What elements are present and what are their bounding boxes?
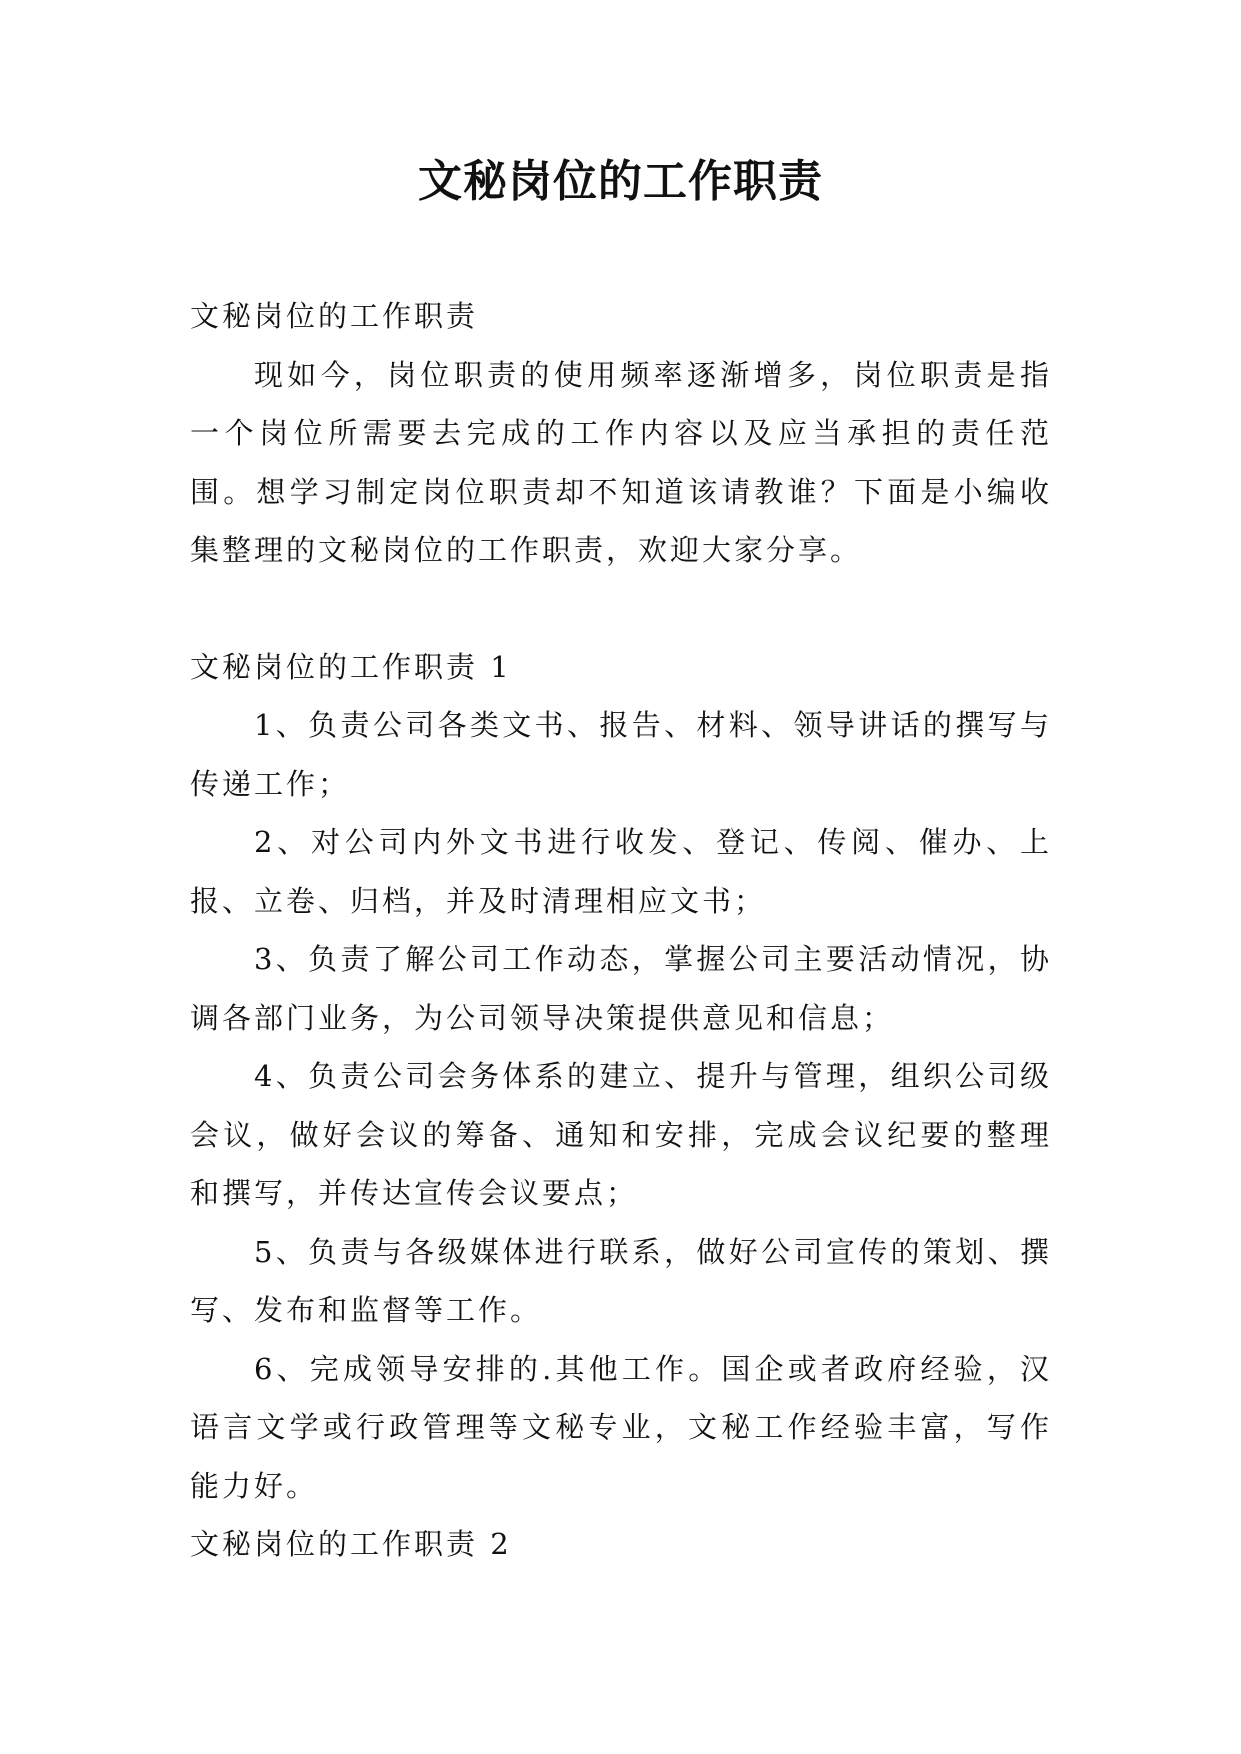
section-heading-2: 文秘岗位的工作职责 2 xyxy=(190,1527,512,1561)
list-item: 5、负责与各级媒体进行联系，做好公司宣传的策划、撰写、发布和监督等工作。 xyxy=(190,1234,1052,1327)
paragraph-gap xyxy=(190,580,1052,638)
section-heading-1: 文秘岗位的工作职责 1 xyxy=(190,649,512,684)
list-item: 3、负责了解公司工作动态，掌握公司主要活动情况，协调各部门业务，为公司领导决策提供意见和信息； xyxy=(190,942,1052,1035)
document-title: 文秘岗位的工作职责 xyxy=(418,156,823,207)
list-item: 1、负责公司各类文书、报告、材料、领导讲话的撰写与传递工作； xyxy=(190,708,1052,801)
subtitle: 文秘岗位的工作职责 xyxy=(190,299,479,333)
document-body xyxy=(190,287,1052,1574)
intro-paragraph: 现如今，岗位职责的使用频率逐渐增多，岗位职责是指一个岗位所需要去完成的工作内容以及应当承担的责任范围。想学习制定岗位职责却不知道该请教谁？下面是小编收集整理的文秘岗位的工作职责，欢迎大家分享。 xyxy=(190,357,1052,567)
list-item: 2、对公司内外文书进行收发、登记、传阅、催办、上报、立卷、归档，并及时清理相应文书； xyxy=(190,825,1052,918)
list-item: 4、负责公司会务体系的建立、提升与管理，组织公司级会议，做好会议的筹备、通知和安排，完成会议纪要的整理和撰写，并传达宣传会议要点； xyxy=(190,1059,1052,1210)
list-item: 6、完成领导安排的.其他工作。国企或者政府经验，汉语言文学或行政管理等文秘专业，文秘工作经验丰富，写作能力好。 xyxy=(190,1351,1052,1503)
